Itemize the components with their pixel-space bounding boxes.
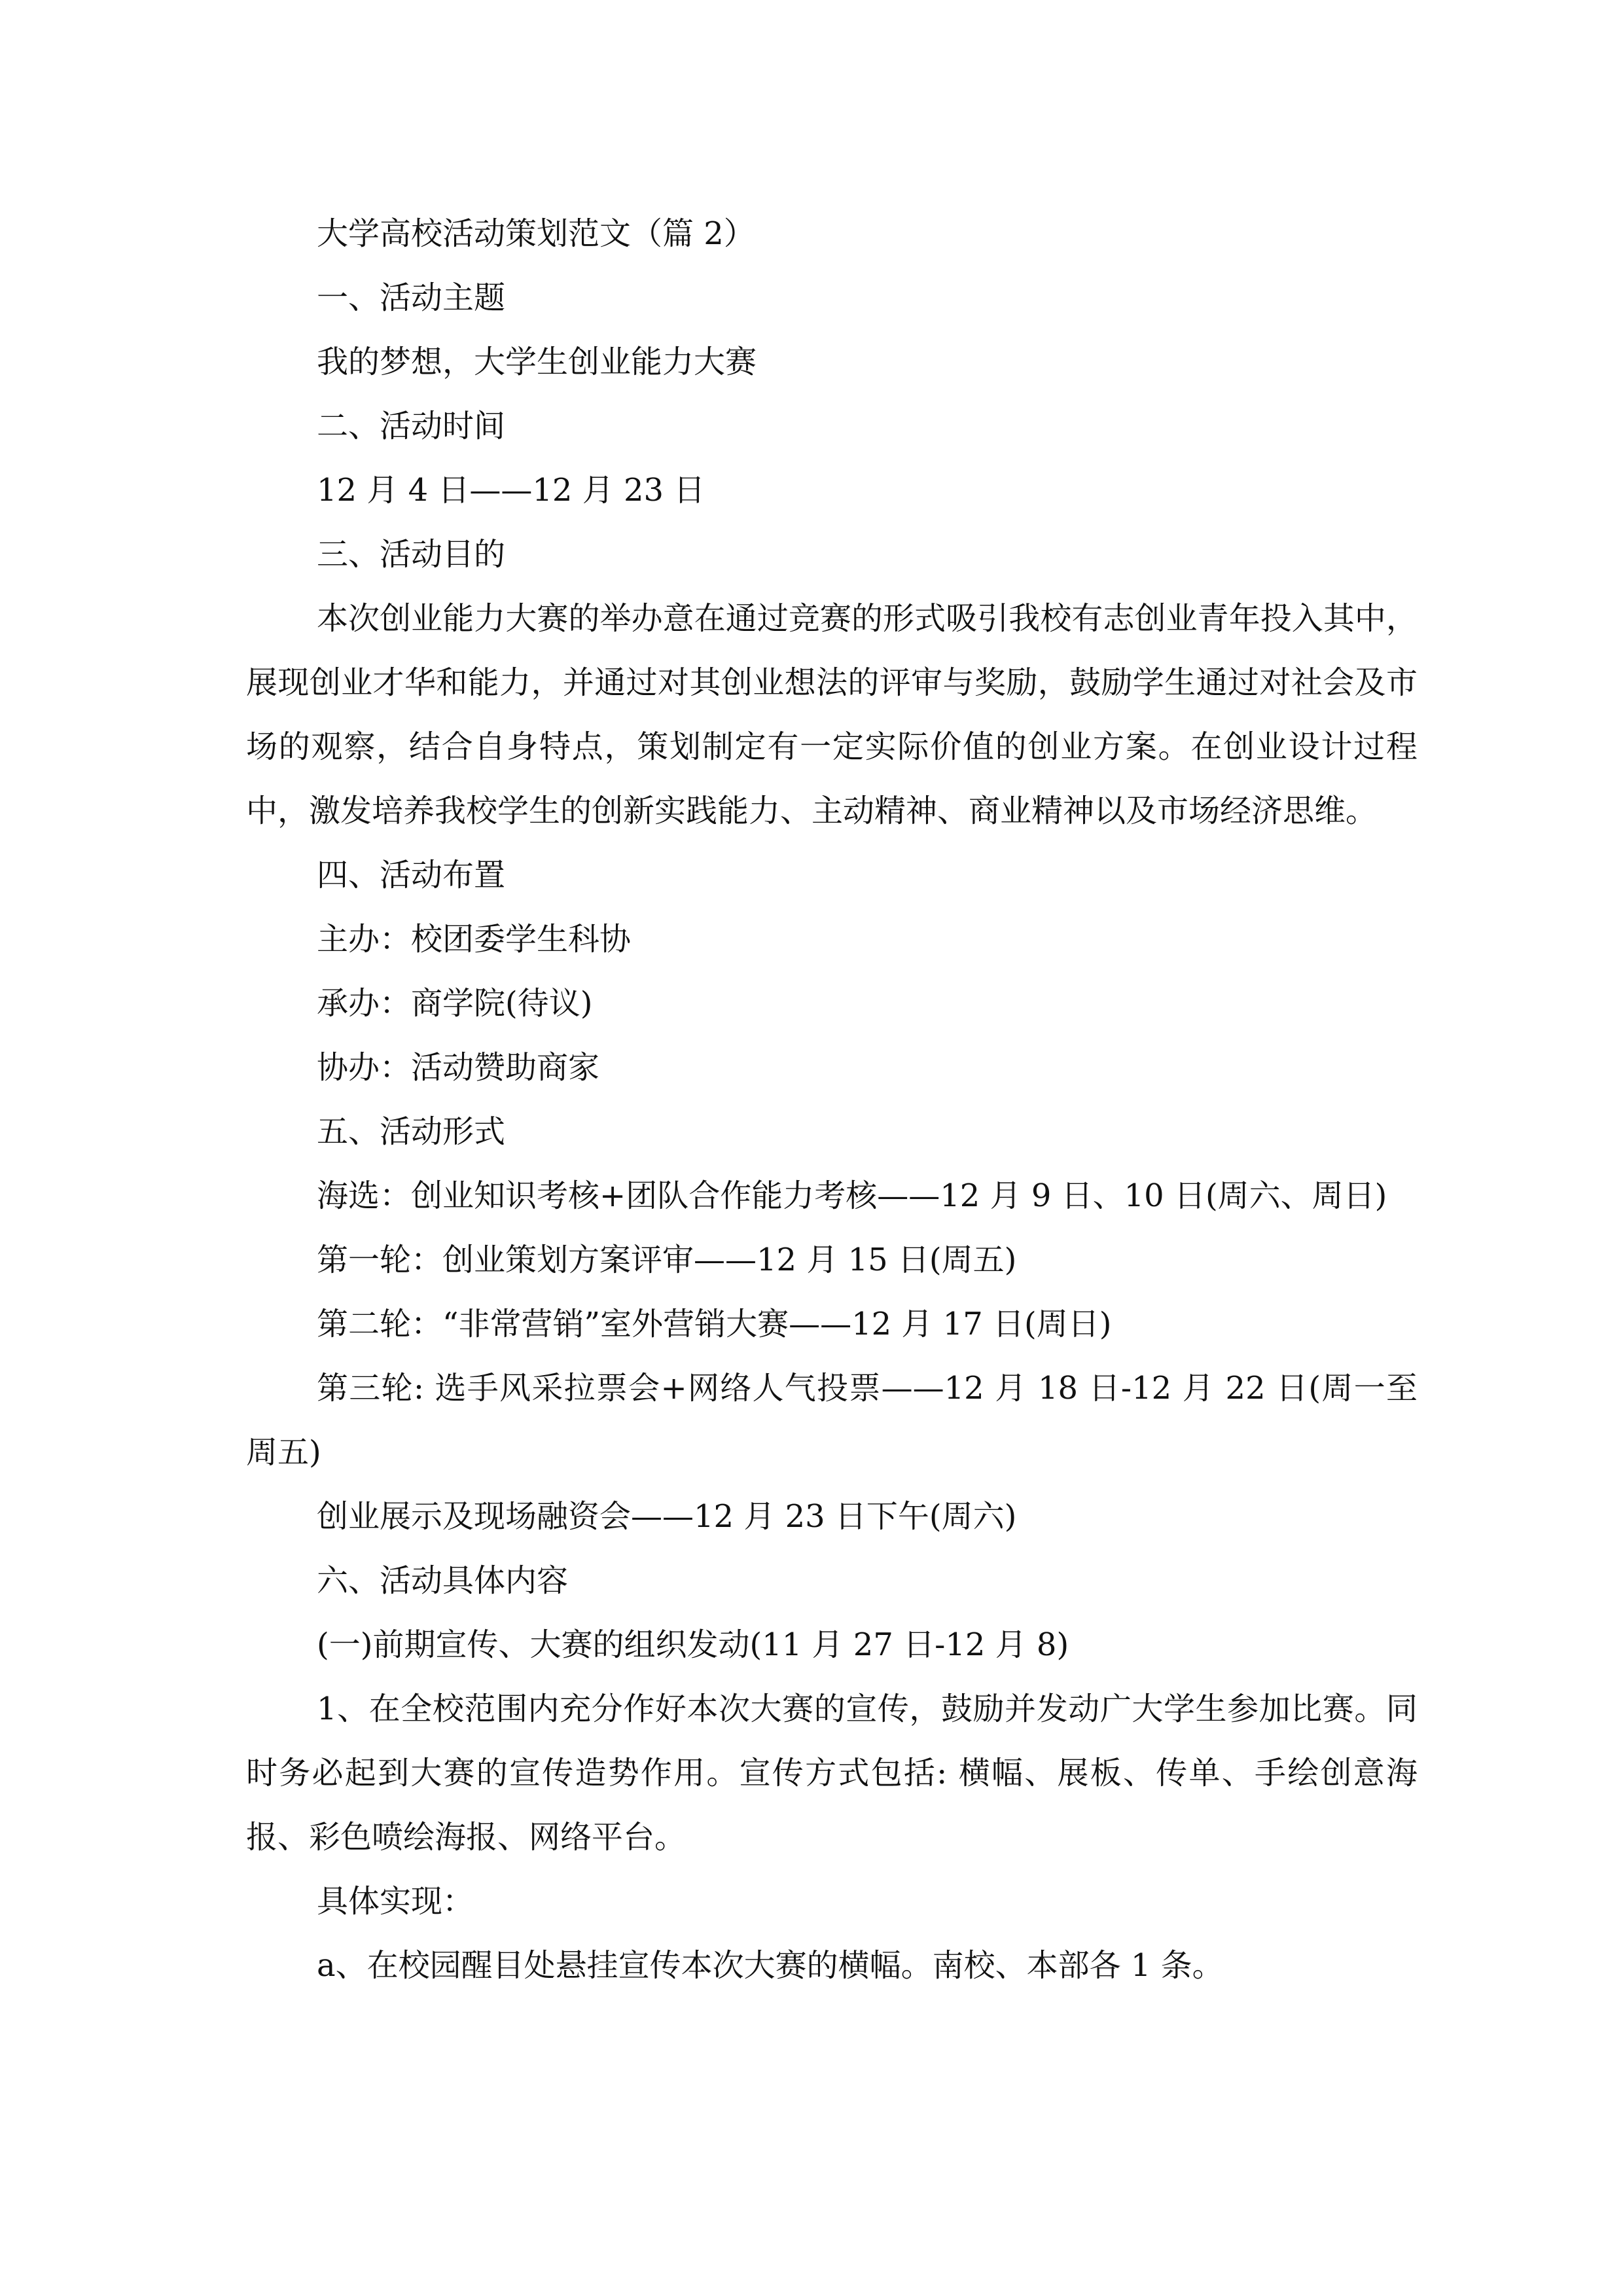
coorganizer-line: 协办：活动赞助商家: [317, 1049, 600, 1086]
document-title: 大学高校活动策划范文（篇 2）: [317, 215, 755, 252]
implementation-item-a: a、在校园醒目处悬挂宣传本次大赛的横幅。南校、本部各 1 条。: [317, 1947, 1224, 1984]
section-heading-theme: 一、活动主题: [317, 279, 506, 316]
round-one-line: 第一轮：创业策划方案评审——12 月 15 日(周五): [317, 1242, 1017, 1278]
publicity-item-1: 1、在全校范围内充分作好本次大赛的宣传，鼓励并发动广大学生参加比赛。同时务必起到大赛的宣传造势作用。宣传方式包括: 横幅、展板、传单、手绘创意海报、彩色喷绘海报、网络平台。: [246, 1691, 1418, 1856]
section-heading-content: 六、活动具体内容: [317, 1562, 569, 1599]
section-heading-purpose: 三、活动目的: [317, 536, 506, 573]
document-body: [246, 202, 1418, 1998]
section-heading-time: 二、活动时间: [317, 408, 506, 444]
theme-text: 我的梦想，大学生创业能力大赛: [317, 344, 757, 380]
round-two-line: 第二轮：“非常营销”室外营销大赛——12 月 17 日(周日): [317, 1306, 1112, 1342]
host-line: 主办：校团委学生科协: [317, 921, 632, 958]
purpose-paragraph: 本次创业能力大赛的举办意在通过竞赛的形式吸引我校有志创业青年投入其中，展现创业才华和能力，并通过对其创业想法的评审与奖励，鼓励学生通过对社会及市场的观察，结合自身特点，策划制定有一定实际价值的创业方案。在创业设计过程中，激发培养我校学生的创新实践能力、主动精神、商业精神以及市场经济思维。: [246, 600, 1418, 829]
section-heading-arrangement: 四、活动布置: [317, 857, 506, 893]
preliminary-round-line: 海选：创业知识考核+团队合作能力考核——12 月 9 日、10 日(周六、周日): [317, 1177, 1387, 1214]
time-text: 12 月 4 日——12 月 23 日: [317, 472, 705, 509]
final-round-line: 创业展示及现场融资会——12 月 23 日下午(周六): [317, 1498, 1017, 1535]
implementation-label: 具体实现：: [317, 1883, 474, 1920]
section-heading-format: 五、活动形式: [317, 1113, 506, 1150]
round-three-paragraph: 第三轮: 选手风采拉票会+网络人气投票——12 月 18 日-12 月 22 日(周一至周五): [246, 1370, 1418, 1471]
subsection-publicity: (一)前期宣传、大赛的组织发动(11 月 27 日-12 月 8): [317, 1626, 1069, 1663]
organizer-line: 承办：商学院(待议): [317, 985, 593, 1022]
